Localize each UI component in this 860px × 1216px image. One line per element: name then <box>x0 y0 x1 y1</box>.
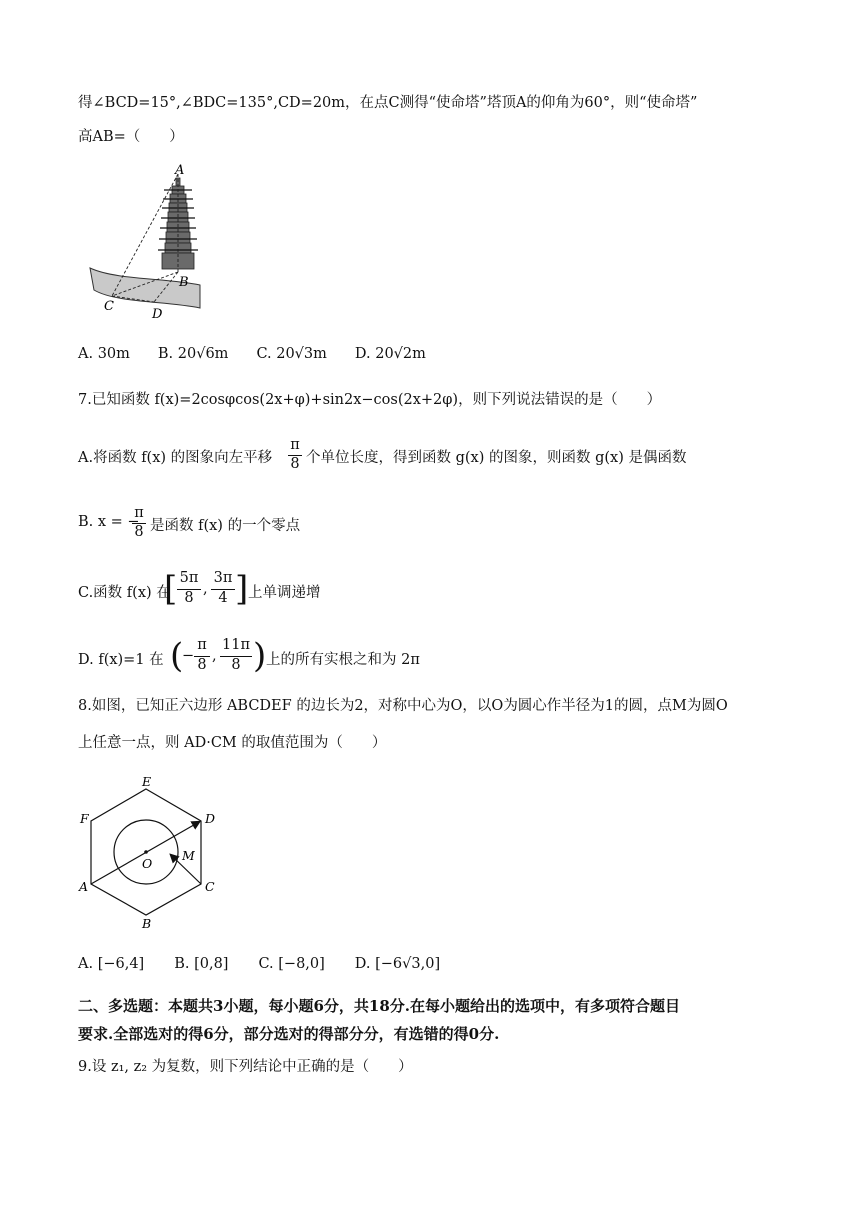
tower-label-a: A <box>175 163 185 178</box>
hex-label-d: D <box>205 811 216 826</box>
section2-heading-line1: 二、多选题：本题共3小题，每小题6分，共18分.在每小题给出的选项中，有多项符合题目 <box>78 997 680 1015</box>
q7-b-den: 8 <box>134 524 144 540</box>
hexagon-figure <box>76 772 236 932</box>
q7-c-num2: 3π <box>213 570 233 586</box>
center-point <box>144 850 148 854</box>
q7-a-pre: A.将函数 f(x) 的图象向左平移 <box>78 450 273 466</box>
q8-option-b[interactable]: B. [0,8] <box>174 956 229 972</box>
q6-option-b[interactable]: B. 20√6m <box>157 346 229 362</box>
q7-d-comma: , <box>212 648 217 664</box>
q7-c-post: 上单调递增 <box>248 585 321 601</box>
q8-option-d[interactable]: D. [−6√3,0] <box>354 956 441 972</box>
q7-c-bracket-right: ] <box>235 569 249 609</box>
hex-label-m: M <box>182 848 195 863</box>
hex-label-e: E <box>142 774 152 789</box>
q8-options <box>78 956 440 972</box>
hex-label-b: B <box>142 916 152 931</box>
q7-d-post: 上的所有实根之和为 2π <box>266 652 420 668</box>
q7-c-num1: 5π <box>179 570 199 586</box>
q6-option-d[interactable]: D. 20√2m <box>354 346 426 362</box>
q9-stem: 9.设 z₁, z₂ 为复数，则下列结论中正确的是（ ） <box>78 1059 413 1075</box>
q7-d-paren-right: ) <box>253 636 267 676</box>
q6-option-a[interactable]: A. 30m <box>78 346 130 362</box>
q7-c-den1: 8 <box>184 590 194 606</box>
q7-b-post: 是函数 f(x) 的一个零点 <box>150 518 301 534</box>
q7-d-minus: − <box>182 648 195 664</box>
q8-option-c[interactable]: C. [−8,0] <box>258 956 325 972</box>
q7-c-pre: C.函数 f(x) 在 <box>78 585 171 601</box>
hex-label-o: O <box>142 856 153 871</box>
q8-option-a[interactable]: A. [−6,4] <box>78 956 145 972</box>
q7-stem: 7.已知函数 f(x)=2cosφcos(2x+φ)+sin2x−cos(2x+2φ)，则下列说法错误的是（ ） <box>78 392 662 408</box>
q8-stem-line1: 8.如图，已知正六边形 ABCDEF 的边长为2，对称中心为O，以O为圆心作半径为1的圆，点M为圆O <box>78 698 728 714</box>
q6-option-c[interactable]: C. 20√3m <box>256 346 327 362</box>
q7-a-post: 个单位长度，得到函数 g(x) 的图象，则函数 g(x) 是偶函数 <box>306 450 687 466</box>
tower-label-b: B <box>179 275 189 290</box>
q7-d-num2: 11π <box>222 637 250 653</box>
q7-c-den2: 4 <box>218 590 228 606</box>
tower-figure <box>76 160 206 325</box>
section2-heading-line2: 要求.全部选对的得6分，部分选对的得部分分，有选错的得0分. <box>78 1025 500 1043</box>
q7-a-num: π <box>290 437 300 453</box>
q7-d-paren-left: ( <box>170 636 184 676</box>
q7-a-den: 8 <box>290 456 300 472</box>
q6-options <box>78 346 426 362</box>
hex-label-a: A <box>79 879 89 894</box>
q8-stem-line2: 上任意一点，则 AD·CM 的取值范围为（ ） <box>78 735 387 751</box>
q7-b-pre: B. x = − <box>78 514 140 530</box>
tower-label-c: C <box>104 299 114 314</box>
hex-label-f: F <box>80 811 89 826</box>
hex-label-c: C <box>205 879 215 894</box>
q7-d-pre: D. f(x)=1 在 <box>78 652 164 668</box>
q7-d-den2: 8 <box>231 657 241 673</box>
q7-b-num: π <box>134 505 144 521</box>
q7-d-den1: 8 <box>197 657 207 673</box>
q7-c-comma: , <box>203 581 208 597</box>
q6-stem-line1: 得∠BCD=15°,∠BDC=135°,CD=20m，在点C测得“使命塔”塔顶A的仰角为60°，则“使命塔” <box>78 95 698 111</box>
q7-d-num1: π <box>197 637 207 653</box>
q6-stem-line2: 高AB=（ ） <box>78 129 184 145</box>
q7-c-bracket-left: [ <box>164 569 178 609</box>
tower-label-d: D <box>152 307 163 322</box>
